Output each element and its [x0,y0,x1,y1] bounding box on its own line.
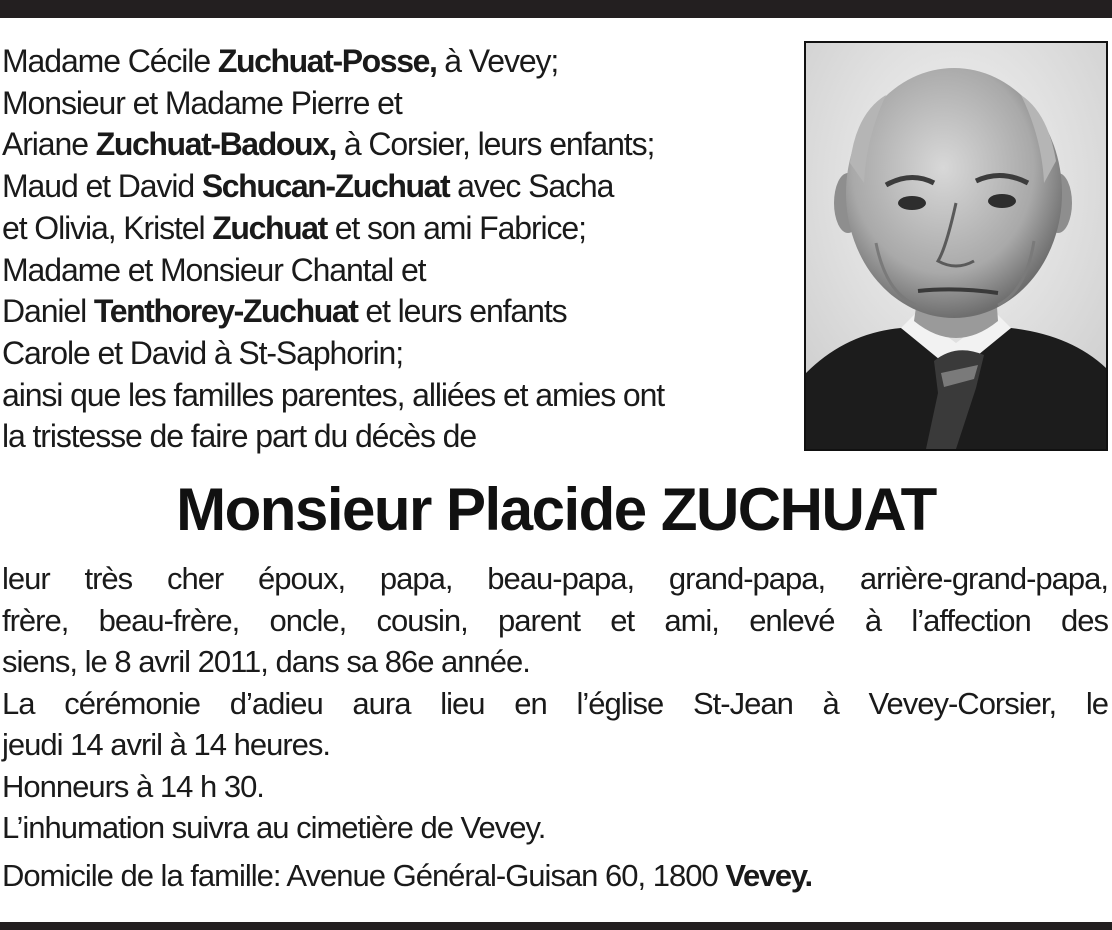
body-line: Honneurs à 14 h 30. [2,768,264,804]
family-domicile: Domicile de la famille: Avenue Général-Guisan 60, 1800 Vevey. [2,857,812,893]
family-line: Madame et Monsieur Chantal et [2,251,426,288]
family-line: et Olivia, Kristel Zuchuat et son ami Fabrice; [2,209,586,246]
family-line: ainsi que les familles parentes, alliées et amies ont [2,376,665,413]
announcement-body [2,558,1108,896]
domicile-town: Vevey. [725,857,812,893]
family-line: Maud et David Schucan-Zuchuat avec Sacha [2,168,614,205]
body-line: jeudi 14 avril à 14 heures. [2,727,331,762]
body-line: siens, le 8 avril 2011, dans sa 86e année. [2,644,530,679]
family-line: Daniel Tenthorey-Zuchuat et leurs enfants [2,293,567,330]
body-line: La cérémonie d’adieu aura lieu en l’église St-Jean à Vevey-Corsier, le [2,685,1108,721]
portrait-photo [804,41,1108,451]
family-line: la tristesse de faire part du décès de [2,418,477,455]
family-line: Ariane Zuchuat-Badoux, à Corsier, leurs enfants; [2,126,655,163]
body-line: L’inhumation suivra au cimetière de Vevey. [2,810,546,845]
family-line: Madame Cécile Zuchuat-Posse, à Vevey; [2,43,559,79]
body-line: leur très cher époux, papa, beau-papa, grand-papa, arrière-grand-papa, [2,561,1108,596]
top-rule [0,0,1112,18]
body-line: frère, beau-frère, oncle, cousin, parent et ami, enlevé à l’affection des [2,602,1108,638]
deceased-name: Monsieur Placide ZUCHUAT [176,476,936,543]
family-line: Carole et David à St-Saphorin; [2,334,404,371]
family-list [2,41,792,458]
bottom-rule [0,922,1112,930]
portrait-illustration [806,43,1106,449]
family-line: Monsieur et Madame Pierre et [2,84,402,121]
